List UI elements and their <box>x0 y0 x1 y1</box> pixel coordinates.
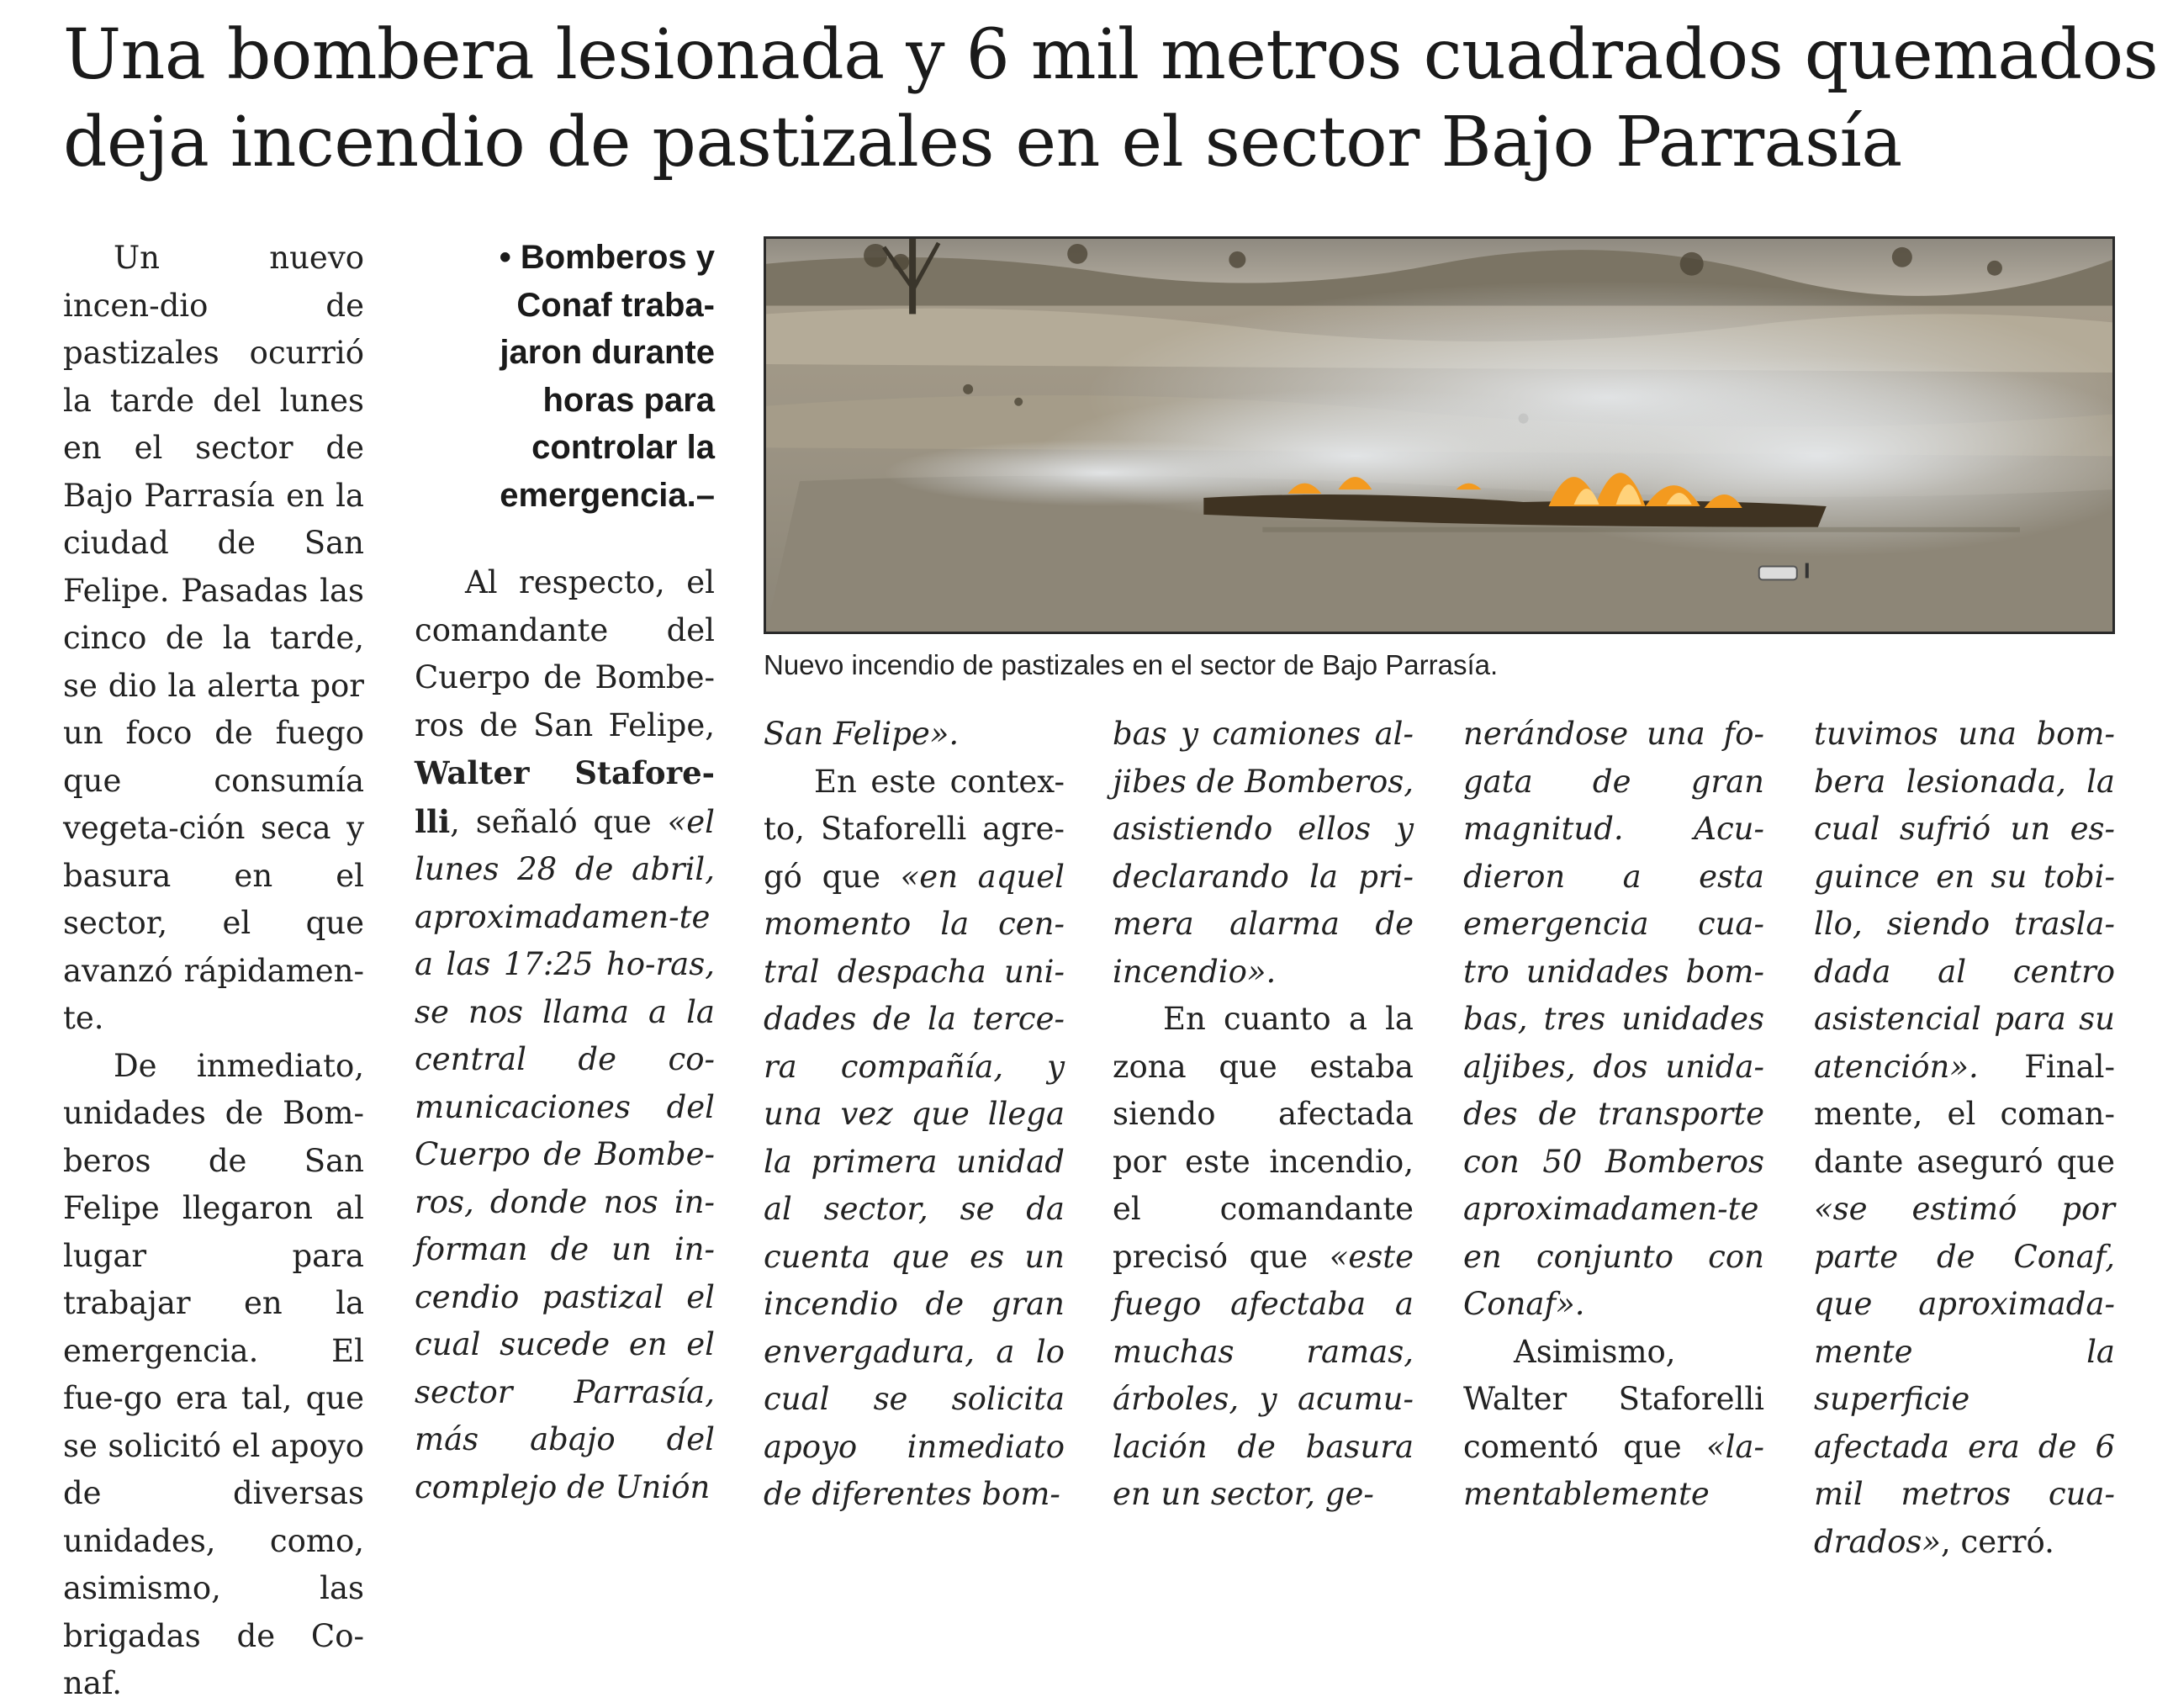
paragraph <box>764 711 1065 759</box>
subheadline-line: controlar la <box>531 429 715 466</box>
paragraph <box>415 559 715 1511</box>
text-span: , señaló que <box>450 803 668 840</box>
subheadline-line: • Bomberos y <box>499 239 715 276</box>
text-span: Final-mente, el coman-dante aseguró que <box>1814 1048 2115 1180</box>
text-span: Al respecto, el comandante del Cuerpo de Bombe-ros de San Felipe, <box>415 564 715 743</box>
quote: «la-mentablemente <box>1463 1428 1764 1512</box>
column-1 <box>63 235 364 1708</box>
column-4 <box>1113 711 1414 1519</box>
subheadline-line: Conaf traba- <box>516 286 715 324</box>
headline-line-2: deja incendio de pastizales en el sector Bajo Parrasía <box>63 103 1902 182</box>
text-span: Asimismo, Walter Staforelli comentó que <box>1463 1333 1764 1465</box>
quote: «en aquel momento la cen-tral despacha uni-dades de la terce-ra compañía, y una vez que llega la primera unidad al sector, se da cuenta que es un incendio de gran envergadura, a lo cual se solicita apoyo inmediato de diferentes bom- <box>764 858 1065 1512</box>
quote: nerándose una fo-gata de gran magnitud. Acu-dieron a esta emergencia cua-tro unidades bom-bas, tres unidades aljibes, dos unida-des de transporte con 50 Bomberos aproximadamen-te en conjunto con Conaf». <box>1463 716 1764 1322</box>
paragraph <box>764 759 1065 1519</box>
column-3 <box>764 711 1065 1519</box>
column-2 <box>415 559 715 1511</box>
column-6 <box>1814 711 2115 1566</box>
person-name: Walter Stafore-lli <box>415 754 715 840</box>
text-span: , cerró. <box>1941 1523 2054 1560</box>
headline-line-1: Una bombera lesionada y 6 mil metros cuadrados quemados <box>63 15 2159 95</box>
grass-fire-photo <box>766 239 2112 632</box>
paragraph <box>1463 711 1764 1329</box>
quote: «se estimó por parte de Conaf, que aproximada-mente la superficie afectada era de 6 mil metros cua-drados» <box>1814 1191 2115 1560</box>
text-span: En cuanto a la zona que estaba siendo afectada por este incendio, el comandante precisó que <box>1113 1001 1414 1275</box>
photo-caption: Nuevo incendio de pastizales en el sector de Bajo Parrasía. <box>764 649 1499 680</box>
paragraph <box>1113 996 1414 1519</box>
quote: San Felipe». <box>764 716 960 752</box>
paragraph: De inmediato, unidades de Bom-beros de San Felipe llegaron al lugar para trabajar en la emergencia. El fue-go era tal, que se solicitó el apoyo de diversas unidades, como, asimismo, las brigadas de Co-naf. <box>63 1047 364 1701</box>
headline <box>63 12 2159 187</box>
quote: «este fuego afectaba a muchas ramas, árboles, y acumu-lación de basura en un sector, ge- <box>1113 1238 1414 1512</box>
quote: tuvimos una bom-bera lesionada, la cual sufrió un es-guince en su tobi-llo, siendo trasla-dada al centro asistencial para su atención». <box>1814 716 2115 1085</box>
subheadline-line: emergencia.– <box>500 476 715 514</box>
paragraph <box>1463 1329 1764 1519</box>
quote: «el lunes 28 de abril, aproximadamen-te a las 17:25 ho-ras, se nos llama a la central de co-municaciones del Cuerpo de Bombe-ros, donde nos in-forman de un in-cendio pastizal el cual sucede en el sector Parrasía, más abajo del complejo de Unión <box>415 803 715 1505</box>
subheadline <box>437 234 715 519</box>
news-photo <box>764 236 2115 634</box>
paragraph <box>1814 711 2115 1566</box>
text-span: En este contex-to, Staforelli agre-gó que <box>764 763 1065 895</box>
subheadline-line: jaron durante <box>500 334 715 371</box>
column-5 <box>1463 711 1764 1519</box>
paragraph <box>1113 711 1414 996</box>
quote: bas y camiones al-jibes de Bomberos, asistiendo ellos y declarando la pri-mera alarma de incendio». <box>1113 716 1414 990</box>
subheadline-line: horas para <box>542 381 715 419</box>
paragraph: Un nuevo incen-dio de pastizales ocurrió la tarde del lunes en el sector de Bajo Parrasía en la ciudad de San Felipe. Pasadas las cinco de la tarde, se dio la alerta por un foco de fuego que consumía vegeta-ción seca y basura en el sector, el que avanzó rápidamen-te. <box>63 240 364 1036</box>
